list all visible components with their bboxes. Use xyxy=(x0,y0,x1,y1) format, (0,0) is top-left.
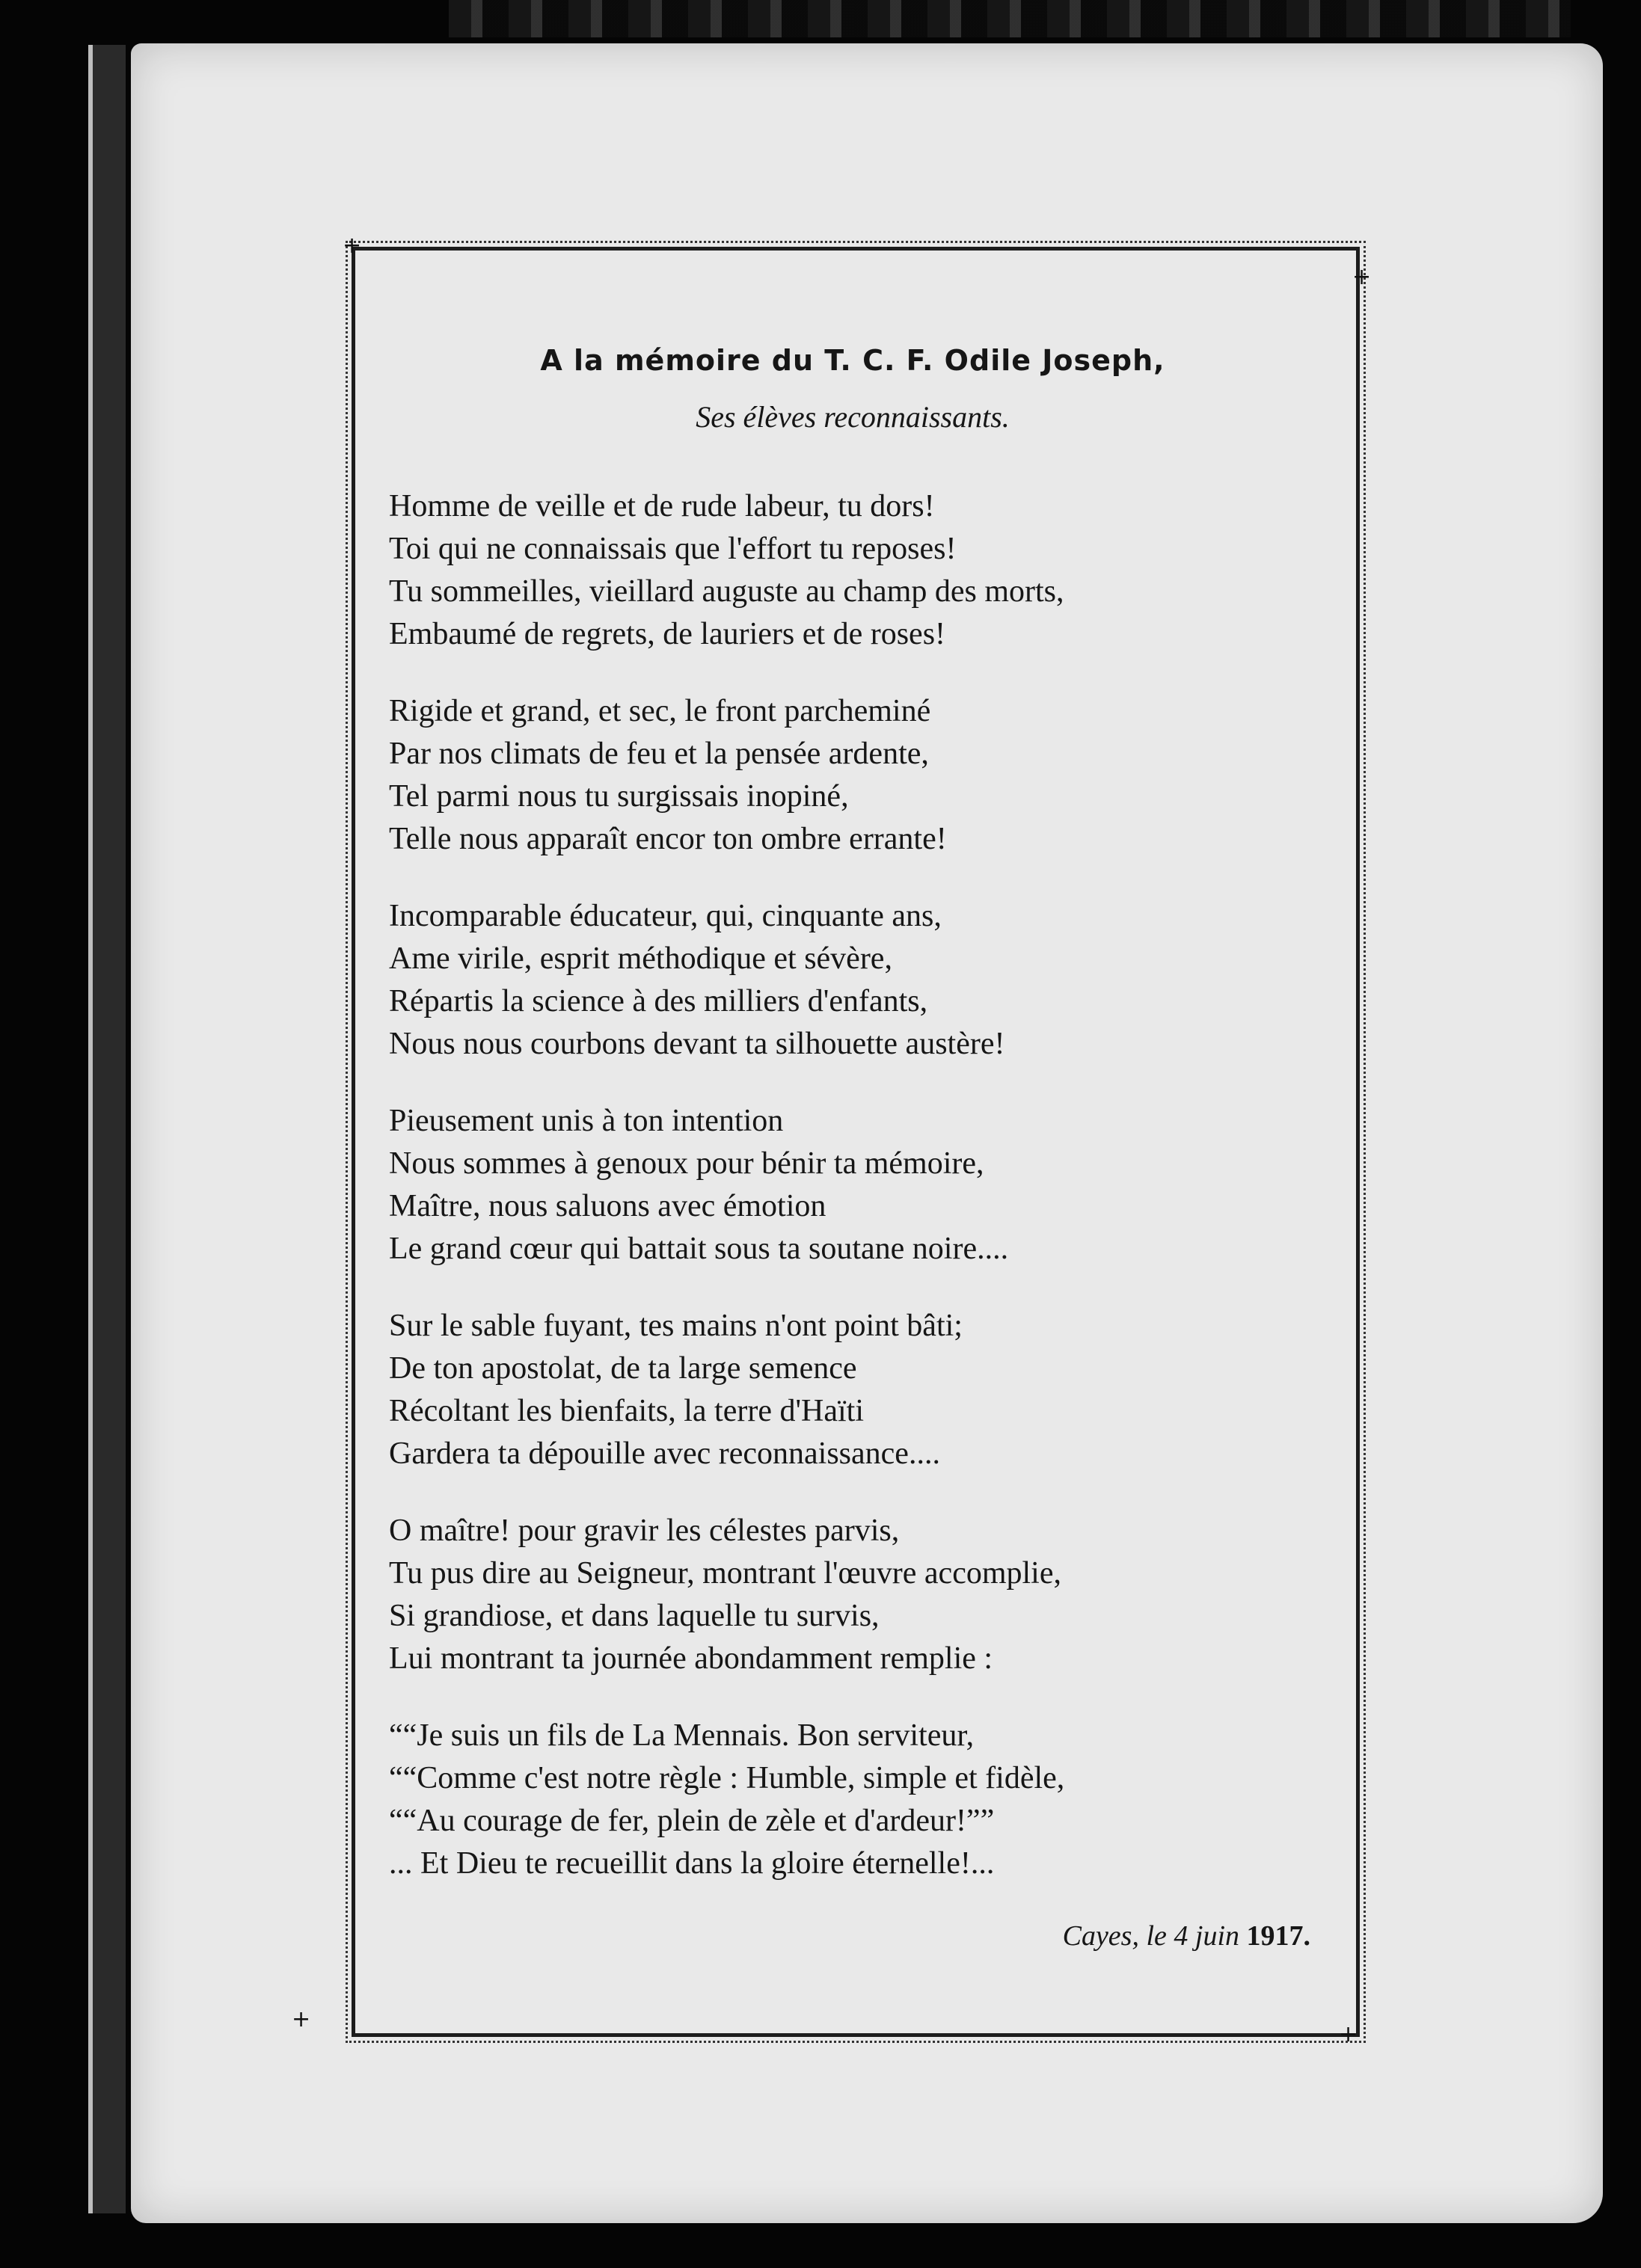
poem-line: O maître! pour gravir les célestes parvis, xyxy=(389,1513,900,1548)
poem-block xyxy=(389,344,1316,1952)
poem-line: Par nos climats de feu et la pensée ardente, xyxy=(389,737,929,771)
frame-corner-ornament-bottom-right: + xyxy=(1339,2021,1358,2047)
poem-stanza xyxy=(389,1100,1316,1270)
poem-line: ““Je suis un fils de La Mennais. Bon serviteur, xyxy=(389,1718,975,1753)
poem-stanza xyxy=(389,485,1316,656)
frame-corner-ornament-bottom-left: + xyxy=(292,2006,311,2032)
poem-line: Maître, nous saluons avec émotion xyxy=(389,1189,826,1223)
poem-line: Homme de veille et de rude labeur, tu dors! xyxy=(389,489,935,523)
poem-stanza xyxy=(389,895,1316,1066)
poem-line: Tel parmi nous tu surgissais inopiné, xyxy=(389,779,849,814)
signature-year: 1917. xyxy=(1246,1920,1310,1952)
poem-line: Nous sommes à genoux pour bénir ta mémoire, xyxy=(389,1146,984,1181)
poem-title: A la mémoire du T. C. F. Odile Joseph, xyxy=(540,344,1165,377)
poem-line: Gardera ta dépouille avec reconnaissance.... xyxy=(389,1436,940,1471)
poem-line: Telle nous apparaît encor ton ombre errante! xyxy=(389,822,947,856)
poem-line: ““Comme c'est notre règle : Humble, simple et fidèle, xyxy=(389,1761,1065,1795)
poem-line: Tu sommeilles, vieillard auguste au champ des morts, xyxy=(389,574,1064,609)
poem-stanza xyxy=(389,1715,1316,1885)
poem-line: Toi qui ne connaissais que l'effort tu reposes! xyxy=(389,532,957,566)
poem-line: Embaumé de regrets, de lauriers et de roses! xyxy=(389,617,946,651)
frame-corner-ornament-top-right: + xyxy=(1352,264,1372,290)
poem-line: ““Au courage de fer, plein de zèle et d'ardeur!”” xyxy=(389,1804,995,1838)
scan-top-noise xyxy=(449,0,1571,37)
frame-corner-ornament-top-left: + xyxy=(343,233,362,259)
poem-line: Le grand cœur qui battait sous ta soutane noire.... xyxy=(389,1232,1009,1266)
poem-line: Pieusement unis à ton intention xyxy=(389,1104,784,1138)
poem-line: Tu pus dire au Seigneur, montrant l'œuvre accomplie, xyxy=(389,1556,1061,1591)
poem-stanza xyxy=(389,690,1316,861)
poem-stanza xyxy=(389,1510,1316,1680)
poem-line: Nous nous courbons devant ta silhouette austère! xyxy=(389,1027,1005,1061)
poem-dedication: Ses élèves reconnaissants. xyxy=(696,400,1010,434)
poem-line: Incomparable éducateur, qui, cinquante ans, xyxy=(389,899,942,933)
poem-line: Répartis la science à des milliers d'enfants, xyxy=(389,984,928,1018)
poem-line: Ame virile, esprit méthodique et sévère, xyxy=(389,941,892,976)
poem-line: Si grandiose, et dans laquelle tu survis, xyxy=(389,1599,880,1633)
poem-stanza xyxy=(389,1305,1316,1475)
poem-line: Récoltant les bienfaits, la terre d'Haïti xyxy=(389,1394,865,1428)
poem-line: Sur le sable fuyant, tes mains n'ont point bâti; xyxy=(389,1309,963,1343)
poem-line: De ton apostolat, de ta large semence xyxy=(389,1351,857,1386)
poem-line: ... Et Dieu te recueillit dans la gloire éternelle!... xyxy=(389,1846,995,1881)
signature-place-date: Cayes, le 4 juin xyxy=(1062,1920,1239,1952)
poem-body xyxy=(389,485,1316,1885)
scan-edge-strip xyxy=(88,45,126,2213)
poem-line: Lui montrant ta journée abondamment remplie : xyxy=(389,1641,993,1676)
poem-line: Rigide et grand, et sec, le front parcheminé xyxy=(389,694,931,728)
signature-line xyxy=(389,1920,1316,1952)
